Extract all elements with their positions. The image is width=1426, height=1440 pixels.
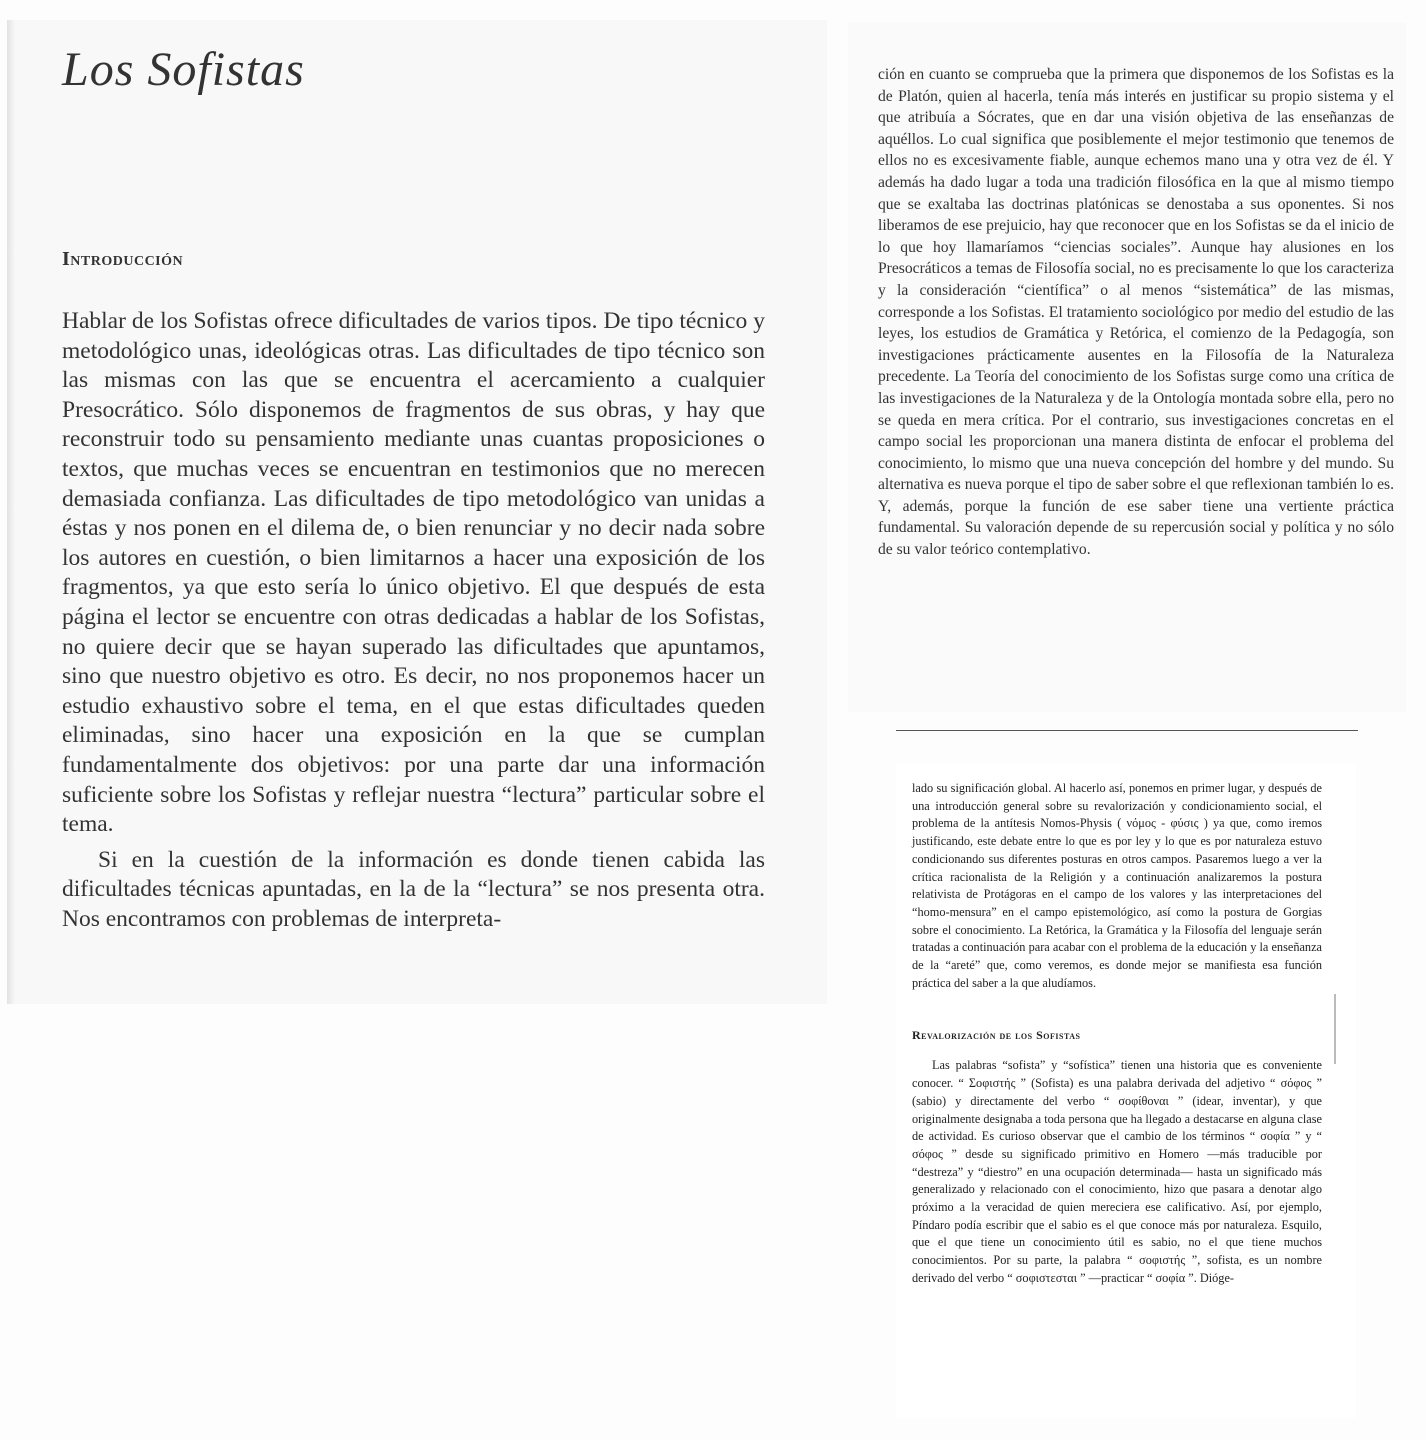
paragraph: Hablar de los Sofistas ofrece dificultades de varios tipos. De tipo técnico y metodológico unas, ideológicas otras. Las dificultades de tipo técnico son las mismas con las que se encuentra el acercamiento a cualquier Presocrático. Sólo disponemos de fragmentos de sus obras, y hay que reconstruir todo su pensamiento mediante unas cuantas proposiciones o textos, que muchas veces se encuentran en testimonios que no merecen demasiada confianza. Las dificultades de tipo metodológico van unidas a éstas y nos ponen en el dilema de, o bien renunciar y no decir nada sobre los autores en cuestión, o bien limitarnos a hacer una exposición de los fragmentos, ya que esto sería lo único objetivo. El que después de esta página el lector se encuentre con otras dedicadas a hablar de los Sofistas, no quiere decir que se hayan superado las dificultades que apuntamos, sino que nuestro objetivo es otro. Es decir, no nos proponemos hacer un estudio exhaustivo sobre el tema, en el que estas dificultades queden eliminadas, sino hacer una exposición en la que se cumplan fundamentalmente dos objetivos: por una parte dar una información suficiente sobre los Sofistas y reflejar nuestra “lectura” particular sobre el tema.: [62, 308, 765, 838]
paragraph: Las palabras “sofista” y “sofística” tienen una historia que es conveniente conocer. “ Σοφιστής ” (Sofista) es una palabra derivada del adjetivo “ σόφος ” (sabio) y directamente del verbo “ σοφίθοναι ” (idear, inventar), y que originalmente designaba a toda persona que ha llegado a destacarse en alguna clase de actividad. Es curioso observar que el cambio de los términos “ σοφία ” y “ σόφος ” desde su significado primitivo en Homero —más traducible por “destreza” y “diestro” en una ocupación determinada— hasta un significado más generalizado y relacionado con el conocimiento, hizo que pasara a denotar algo próximo a la veracidad de quien mereciera ese calificativo. Así, por ejemplo, Píndaro podía escribir que el sabio es el que conoce más por naturaleza. Esquilo, que el que tiene un conocimiento útil es sabio, no el que tiene muchos conocimientos. Por su parte, la palabra “ σοφιστής ”, sofista, es un nombre derivado del verbo “ σοφιστεσται ” —practicar “ σοφία ”. Dióge-: [912, 1058, 1322, 1285]
right-bottom-page-scan: [896, 764, 1356, 1418]
divider-line: [896, 730, 1358, 731]
section-heading-introduccion: Introducción: [62, 248, 184, 270]
right-top-page-scan: [848, 22, 1406, 712]
chapter-title: Los Sofistas: [62, 43, 305, 96]
page-edge-shadow: [7, 20, 15, 1004]
left-page-scan: [7, 20, 827, 1004]
paragraph: ción en cuanto se comprueba que la primera que disponemos de los Sofistas es la de Platón, quien al hacerla, tenía más interés en justificar su propio sistema y el que atribuía a Sócrates, que en dar una visión objetiva de las enseñanzas de aquéllos. Lo cual significa que posiblemente el mejor testimonio que tenemos de ellos no es excesivamente fiable, aunque echemos mano una y otra vez de él. Y además ha dado lugar a toda una tradición filosófica en la que al mismo tiempo que se exaltaba las doctrinas platónicas se denostaba a sus oponentes. Si nos liberamos de ese prejuicio, hay que reconocer que en los Sofistas se da el inicio de lo que hoy llamaríamos “ciencias sociales”. Aunque hay alusiones en los Presocráticos a temas de Filosofía social, no es precisamente lo que los caracteriza y la consideración “científica” o al menos “sistemática” de las mismas, corresponde a los Sofistas. El tratamiento sociológico por medio del estudio de las leyes, los estudios de Gramática y Retórica, el comienzo de la Pedagogía, son investigaciones prácticamente ausentes en la Filosofía de la Naturaleza precedente. La Teoría del conocimiento de los Sofistas surge como una crítica de las investigaciones de la Naturaleza y de la Ontología montada sobre ella, pero no se queda en mera crítica. Por el contrario, sus investigaciones concretas en el campo social les proporcionan una manera distinta de enfocar el problema del conocimiento, lo mismo que una nueva concepción del hombre y del mundo. Su alternativa es nueva porque el tipo de saber sobre el que reflexionan también lo es. Y, además, porque la función de ese saber tiene una vertiente práctica fundamental. Su valoración depende de su repercusión social y política y no sólo de su valor teórico contemplativo.: [878, 66, 1394, 559]
paragraph: Si en la cuestión de la información es donde tienen cabida las dificultades técnicas apuntadas, en la de la “lectura” se nos presenta otra. Nos encontramos con problemas de interpreta-: [62, 846, 765, 932]
paragraph: lado su significación global. Al hacerlo así, ponemos en primer lugar, y después de una introducción general sobre su revalorización y condicionamiento social, el problema de la antítesis Nomos-Physis ( νόμος - φύσις ) ya que, como iremos justificando, este debate entre lo que es por ley y lo que es por naturaleza estuvo condicionando sus diferentes posturas en otros campos. Pasaremos luego a ver la crítica racionalista de la Religión y a continuación analizaremos la postura relativista de Protágoras en el campo de los valores y las interpretaciones del “homo-mensura” en el campo epistemológico, así como la postura de Gorgias sobre el conocimiento. La Retórica, la Gramática y la Filosofía del lenguaje serán tratadas a continuación para acabar con el problema de la educación y la enseñanza de la “areté” que, como veremos, es donde mejor se manifiesta esa función práctica del saber a la que aludíamos.: [912, 781, 1322, 990]
section-heading-revalorizacion: Revalorización de los Sofistas: [912, 1028, 1081, 1043]
margin-rule: [1334, 994, 1336, 1064]
